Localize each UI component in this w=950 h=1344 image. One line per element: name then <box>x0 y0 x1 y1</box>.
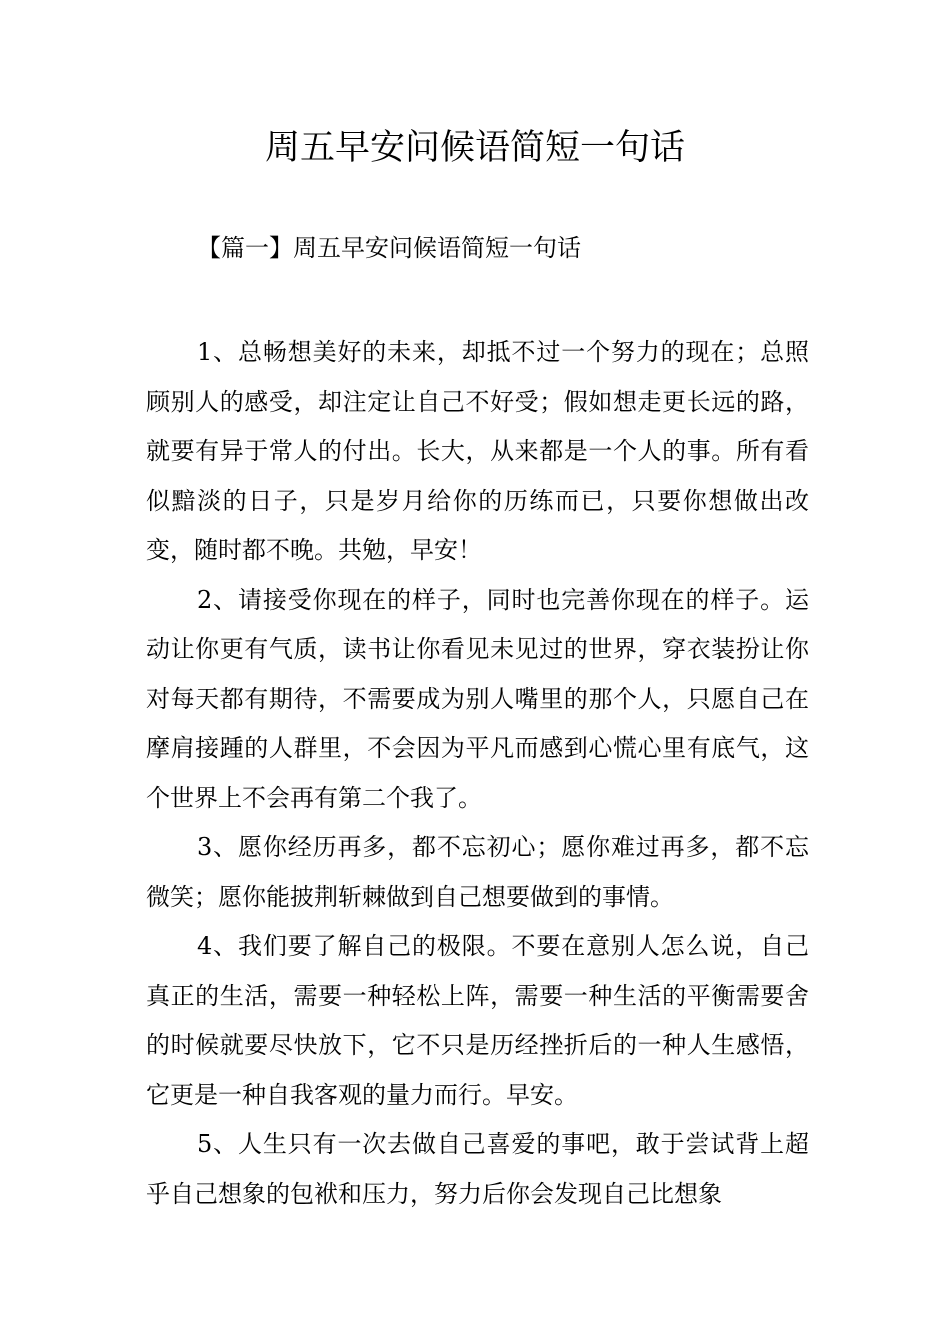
paragraph-2: 2、请接受你现在的样子，同时也完善你现在的样子。运动让你更有气质，读书让你看见未见过的世界，穿衣装扮让你对每天都有期待，不需要成为别人嘴里的那个人，只愿自己在摩肩接踵的人群里，不会因为平凡而感到心慌心里有底气，这个世界上不会再有第二个我了。 <box>146 585 809 812</box>
document-title: 周五早安问候语简短一句话 <box>264 128 685 168</box>
section-heading: 【篇一】周五早安问候语简短一句话 <box>197 234 581 262</box>
document-body <box>146 328 809 1219</box>
paragraph-3: 3、愿你经历再多，都不忘初心；愿你难过再多，都不忘微笑；愿你能披荆斩棘做到自己想要做到的事情。 <box>146 833 809 911</box>
paragraph-5: 5、人生只有一次去做自己喜爱的事吧，敢于尝试背上超乎自己想象的包袱和压力，努力后你会发现自己比想象 <box>146 1130 809 1208</box>
paragraph-1: 1、总畅想美好的未来，却抵不过一个努力的现在；总照顾别人的感受，却注定让自己不好受；假如想走更长远的路，就要有异于常人的付出。长大，从来都是一个人的事。所有看似黯淡的日子，只是岁月给你的历练而已，只要你想做出改变，随时都不晚。共勉，早安！ <box>146 338 809 564</box>
paragraph-4: 4、我们要了解自己的极限。不要在意别人怎么说，自己真正的生活，需要一种轻松上阵，需要一种生活的平衡需要舍的时候就要尽快放下，它不只是历经挫折后的一种人生感悟，它更是一种自我客观的量力而行。早安。 <box>146 932 809 1109</box>
